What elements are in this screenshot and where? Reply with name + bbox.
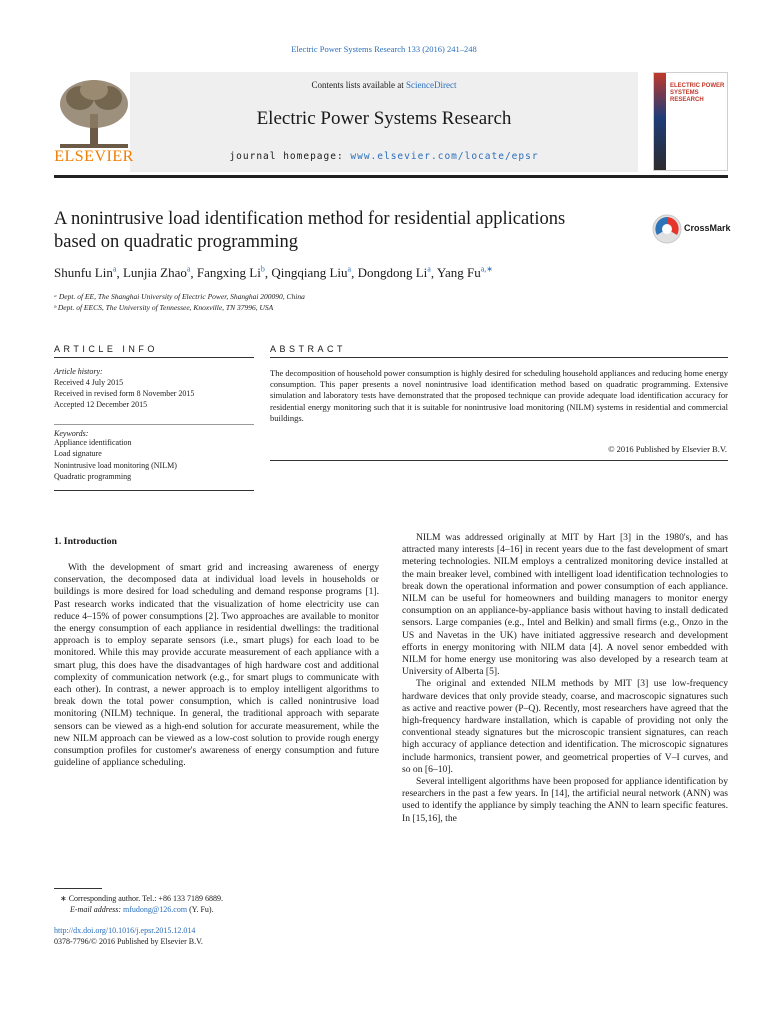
issn-line: 0378-7796/© 2016 Published by Elsevier B.V.	[54, 937, 203, 946]
received-date: Received 4 July 2015	[54, 378, 124, 387]
keywords-label: Keywords:	[54, 429, 89, 438]
author-4[interactable]: Qingqiang Liu$^a$	[271, 265, 352, 281]
author-list: Shunfu Lin$^a$, Lunjia Zhao$^a$, Fangxing Li$^b$, Qingqiang Liu$^a$, Dongdong Li$^a$, Yang $Fu^{a,∗}$	[54, 265, 493, 281]
sciencedirect-link[interactable]: ScienceDirect	[406, 80, 457, 90]
abstract-copyright: © 2016 Published by Elsevier B.V.	[608, 444, 727, 454]
history-label: Article history:	[54, 367, 103, 376]
footnote-rule	[54, 888, 102, 889]
abstract-bottom-rule	[270, 460, 728, 461]
right-paragraph-3: Several intelligent algorithms have been proposed for appliance identification by researchers in the past a few years. In [14], the artificial neural network (ANN) was used to identify the appliance by simply teaching the ANN to learn specific features. In [15,16], the	[402, 776, 728, 824]
keyword: Load signature	[54, 449, 102, 458]
header-rule	[54, 175, 728, 178]
journal-cover-thumbnail[interactable]	[653, 72, 728, 171]
email-link[interactable]: mfudong@126.com	[123, 905, 188, 914]
corresponding-author-note: ∗ Corresponding author. Tel.: +86 133 7189 6889.	[60, 894, 223, 903]
affiliation-b: ᵇ Dept. of EECS, The University of Tennessee, Knoxville, TN 37996, USA	[54, 303, 274, 312]
keyword: Nonintrusive load monitoring (NILM)	[54, 461, 177, 470]
left-column-paragraph: With the development of smart grid and increasing awareness of energy conservation, the decomposed data at individual load levels in households or buildings is more desired for load scheduling and demand response programs [1]. Past research works indicated that the visualization of home electricity use can reduce 4–15% of power consumptions [2]. Two approaches are available to monitor the energy consumption of each appliance in residential dwellings: the traditional approach is to employ separate sensors (i.e., smart plugs) for each load to be monitored. While this may provide accurate measurement of each appliance with a smart plug, this does have the disadvantages of high hardware cost and additional complexity of communication network (e.g., for smart plugs to communicate with each other). In contrast, a newer approach is to employ intelligent algorithms to break down the total power consumption, which is called nonintrusive load monitoring (NILM) technique. In general, the traditional approach with separate sensors can be viewed as a high-end solution for accurate measurement, while the new NILM approach can be viewed as a low-cost solution to provide rough energy consumption profiles for customer's awareness of energy consumption and future guideline of appliance scheduling.	[54, 562, 379, 769]
homepage-prefix: journal homepage:	[229, 151, 351, 162]
accepted-date: Accepted 12 December 2015	[54, 400, 148, 409]
cover-strip	[654, 73, 666, 171]
abstract-rule	[270, 357, 728, 358]
journal-title: Electric Power Systems Research	[256, 108, 512, 129]
author-2[interactable]: Lunjia Zhao$^a$	[122, 265, 191, 281]
journal-homepage	[130, 151, 638, 162]
title-line-1: A nonintrusive load identification method for residential applications	[54, 209, 566, 229]
title-line-2: based on quadratic programming	[54, 232, 299, 252]
revised-date: Received in revised form 8 November 2015	[54, 389, 195, 398]
email-label: E-mail address:	[70, 905, 124, 914]
abstract-text: The decomposition of household power consumption is highly desired for scheduling household appliances and reducing home energy consumption. This paper presents a novel nonintrusive load identification method based on quadratic programming. Extensive simulation and laboratory tests have demonstrated that the proposed technique can provide adequate load identification accuracy for residential energy monitoring such that it is suitable for nonintrusive load monitoring (NILM) systems in residential and commercial buildings.	[270, 368, 728, 423]
author-6[interactable]: Yang $Fu^{a,∗}$	[436, 265, 493, 281]
paper-title	[54, 208, 654, 254]
author-3[interactable]: Fangxing Li$^b$	[196, 265, 265, 281]
article-info-heading: ARTICLE INFO	[54, 344, 158, 354]
author-1[interactable]: Shunfu Lin$^a$	[54, 265, 117, 281]
keyword: Quadratic programming	[54, 472, 132, 481]
affiliation-a: ᵃ Dept. of EE, The Shanghai University of Electric Power, Shanghai 200090, China	[54, 292, 305, 301]
doi-link[interactable]: http://dx.doi.org/10.1016/j.epsr.2015.12.014	[54, 926, 196, 935]
article-info-divider	[54, 424, 254, 425]
elsevier-wordmark: ELSEVIER	[54, 148, 134, 165]
contents-line	[130, 80, 638, 90]
abstract-heading: ABSTRACT	[270, 344, 347, 354]
contents-prefix: Contents lists available at	[311, 80, 406, 90]
right-paragraph-2: The original and extended NILM methods by MIT [3] use low-frequency hardware devices that only provide steady, coarse, and macroscopic signatures such as active and reactive power (P–Q). Recently, most researchers have agreed that the high-frequency hardware installation, which is capable of providing not only the conventional steady signatures but the microscopic transient signatures, can reach high accuracy of appliance detection and identification. The microscopic signatures include harmonics, transient power, and geometrical properties of V–I curves, and so on [6–10].	[402, 678, 728, 775]
right-column	[402, 532, 728, 825]
article-info-rule	[54, 357, 254, 358]
author-5[interactable]: Dongdong Li$^a$	[357, 265, 431, 281]
keyword: Appliance identification	[54, 438, 132, 447]
article-info-bottom-rule	[54, 490, 254, 491]
crossmark-label[interactable]: CrossMark	[684, 223, 731, 233]
section-heading-introduction: 1. Introduction	[54, 536, 117, 547]
right-paragraph-1: NILM was addressed originally at MIT by Hart [3] in the 1980's, and has attracted many interests [4–16] in recent years due to the fast development of smart metering technologies. NILM employs a centralized monitoring device installed at the main breaker level, combined with intelligent load identification technologies to break down the operational information and power consumption of each appliance. NILM can be useful for homeowners and building managers to monitor energy consumption on an appliance-by-appliance basis without having to install dedicated sensors. Large companies (e.g., Intel and Belkin) and small firms (e.g., Onzo in the US and Navetas in the UK) have initiated aggressive research and development efforts in energy monitoring with NILM data [4]. A novel senor embedded with NILM for home energy use monitoring was also developed by a research team at University of Alberta [5].	[402, 532, 728, 678]
email-suffix: (Y. Fu).	[187, 905, 214, 914]
cover-title: ELECTRIC POWER SYSTEMS RESEARCH	[670, 83, 725, 103]
homepage-link[interactable]: www.elsevier.com/locate/epsr	[350, 151, 539, 162]
journal-citation[interactable]: Electric Power Systems Research 133 (2016) 241–248	[291, 44, 477, 54]
email-line	[70, 904, 214, 915]
